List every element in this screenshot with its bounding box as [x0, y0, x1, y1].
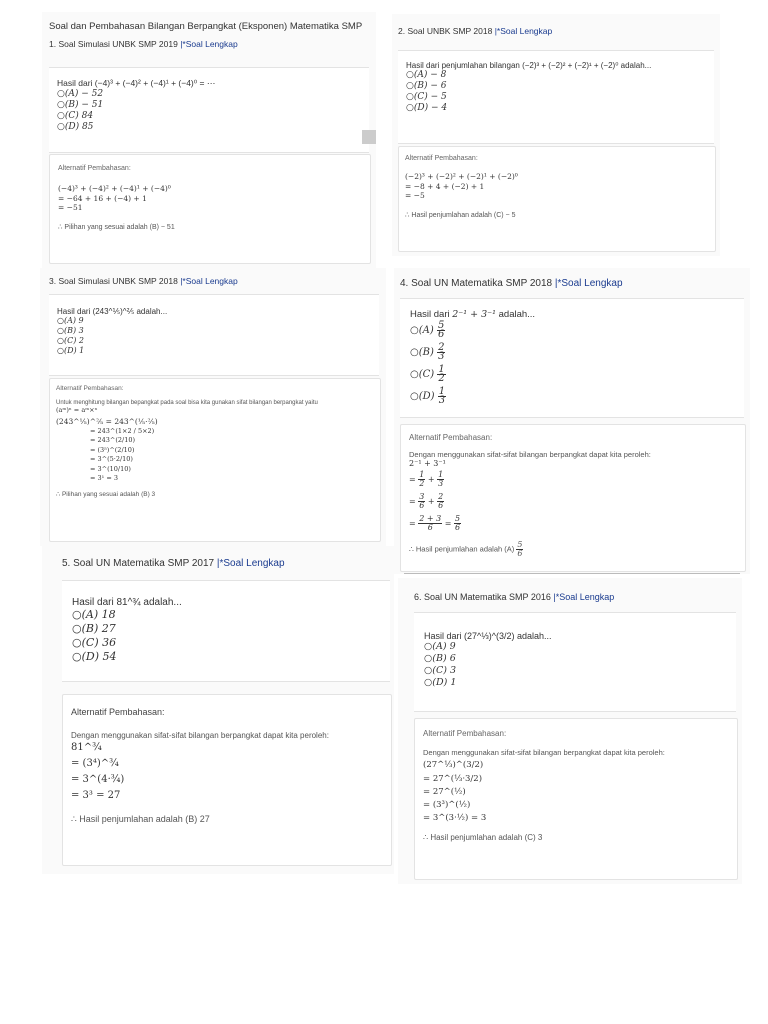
p3-intro: Untuk menghitung bilangan bepangkat pada soal bisa kita gunakan sifat bilangan berpangkat yaitu	[56, 400, 318, 406]
p1-step: = −64 + 16 + (−4) + 1	[58, 193, 147, 203]
p6-option-a[interactable]: ○(A) 9	[424, 641, 456, 652]
p4-option-d[interactable]: ○(D) $\frac{1}{3}$	[410, 386, 446, 406]
p6-answer-box	[414, 718, 738, 880]
p2-question: Hasil dari penjumlahan bilangan (−2)³ + (−2)² + (−2)¹ + (−2)⁰ adalah...	[406, 61, 652, 70]
p3-step: (243^⅕)^⅖ = 243^(⅕·⅖)	[56, 416, 158, 426]
p1-alt-label: Alternatif Pembahasan:	[58, 165, 131, 172]
p6-question-box	[414, 612, 736, 712]
p5-alt-label: Alternatif Pembahasan:	[71, 707, 165, 717]
panel-soal-6	[398, 578, 742, 884]
p5-step: = 3^(4·¾)	[71, 774, 125, 785]
p1-link-soal-lengkap[interactable]: |*Soal Lengkap	[180, 39, 238, 49]
p1-option-b[interactable]: ○(B) − 51	[57, 100, 104, 110]
p5-link-soal-lengkap[interactable]: |*Soal Lengkap	[216, 558, 285, 569]
p3-step: = (3⁵)^(2/10)	[90, 445, 135, 454]
p6-alt-label: Alternatif Pembahasan:	[423, 729, 507, 738]
p6-option-c[interactable]: ○(C) 3	[424, 665, 457, 676]
panel-soal-4	[394, 268, 750, 574]
p5-question: Hasil dari 81^¾ adalah...	[72, 597, 182, 608]
p5-option-b[interactable]: ○(B) 27	[72, 622, 116, 635]
scrollbar-fragment	[362, 130, 376, 144]
p6-conclusion: ∴ Hasil penjumlahan adalah (C) 3	[423, 833, 543, 842]
p3-option-b[interactable]: ○(B) 3	[57, 326, 84, 335]
p4-conclusion: ∴ Hasil penjumlahan adalah (A) $\frac{5}{6}$	[409, 539, 523, 558]
panel-soal-1	[42, 12, 376, 268]
p6-link-soal-lengkap[interactable]: |*Soal Lengkap	[553, 592, 615, 602]
p3-step: = 3¹ = 3	[90, 474, 118, 482]
p4-link-soal-lengkap[interactable]: |*Soal Lengkap	[554, 278, 623, 289]
p6-intro: Dengan menggunakan sifat-sifat bilangan berpangkat dapat kita peroleh:	[423, 748, 665, 757]
p4-question: Hasil dari 2⁻¹ + 3⁻¹ adalah...	[410, 309, 536, 320]
p2-conclusion: ∴ Hasil penjumlahan adalah (C) − 5	[405, 211, 516, 219]
p5-step: 81^¾	[71, 742, 102, 753]
p3-answer-box	[49, 378, 381, 542]
p1-option-c[interactable]: ○(C) 84	[57, 111, 94, 121]
p2-question-box	[398, 50, 714, 144]
p4-title-row	[400, 278, 623, 289]
p2-title: 2. Soal UNBK SMP 2018	[398, 26, 493, 36]
p3-title: 3. Soal Simulasi UNBK SMP 2018	[49, 276, 178, 286]
p4-step-3: = $\frac{2 + 3}{6}$ = $\frac{5}{6}$	[409, 514, 461, 532]
p6-question: Hasil dari (27^⅓)^(3/2) adalah...	[424, 631, 552, 641]
p5-option-a[interactable]: ○(A) 18	[72, 608, 116, 621]
p1-step: = −51	[58, 203, 83, 212]
p6-option-d[interactable]: ○(D) 1	[424, 677, 457, 688]
p6-step: = 27^(⅓·3/2)	[423, 774, 483, 784]
p1-option-a[interactable]: ○(A) − 52	[57, 89, 104, 99]
p3-conclusion: ∴ Pilihan yang sesuai adalah (B) 3	[56, 490, 156, 498]
panel-soal-2	[392, 14, 720, 256]
p2-option-c[interactable]: ○(C) − 5	[406, 92, 447, 102]
p3-step: = 3^(10/10)	[90, 464, 131, 473]
p5-option-c[interactable]: ○(C) 36	[72, 636, 117, 649]
p2-option-d[interactable]: ○(D) − 4	[406, 103, 448, 113]
p2-option-b[interactable]: ○(B) − 6	[406, 81, 447, 91]
p2-option-a[interactable]: ○(A) − 8	[406, 70, 447, 80]
p3-question-box	[49, 294, 379, 376]
p4-step-1: = $\frac{1}{2}$ + $\frac{1}{3}$	[409, 470, 444, 488]
p3-option-c[interactable]: ○(C) 2	[57, 336, 84, 345]
p3-link-soal-lengkap[interactable]: |*Soal Lengkap	[180, 276, 238, 286]
p4-question-box	[400, 298, 744, 418]
p6-step: (27^⅓)^(3/2)	[423, 760, 484, 770]
p3-alt-label: Alternatif Pembahasan:	[56, 385, 124, 392]
p3-option-d[interactable]: ○(D) 1	[57, 346, 85, 355]
p1-conclusion: ∴ Pilihan yang sesuai adalah (B) − 51	[58, 223, 175, 231]
p1-question: Hasil dari (−4)³ + (−4)² + (−4)¹ + (−4)⁰ = ⋯	[57, 78, 216, 88]
p2-step: = −8 + 4 + (−2) + 1	[405, 181, 485, 191]
p6-title-row	[414, 592, 614, 602]
p5-question-box	[62, 580, 390, 682]
p2-answer-box	[398, 146, 716, 252]
p1-question-box	[49, 67, 369, 153]
p5-title: 5. Soal UN Matematika SMP 2017	[62, 558, 215, 569]
p2-step: = −5	[405, 191, 425, 200]
p6-step: = 3^(3·½) = 3	[423, 813, 487, 823]
p3-option-a[interactable]: ○(A) 9	[57, 316, 84, 325]
p4-alt-label: Alternatif Pembahasan:	[409, 433, 493, 442]
divider	[404, 573, 740, 574]
p2-alt-label: Alternatif Pembahasan:	[405, 155, 478, 162]
p6-step: = (3³)^(½)	[423, 800, 471, 810]
p4-intro: Dengan menggunakan sifat-sifat bilangan berpangkat dapat kita peroleh:	[409, 450, 651, 459]
panel-soal-5	[42, 546, 394, 874]
p1-step: (−4)³ + (−4)² + (−4)¹ + (−4)⁰	[58, 184, 171, 193]
p1-title: 1. Soal Simulasi UNBK SMP 2019	[49, 39, 178, 49]
p1-answer-box	[49, 154, 371, 264]
p5-step: = 3³ = 27	[71, 790, 121, 801]
p4-title: 4. Soal UN Matematika SMP 2018	[400, 278, 553, 289]
p2-step: (−2)³ + (−2)² + (−2)¹ + (−2)⁰	[405, 172, 518, 181]
p1-title-row	[49, 39, 362, 49]
p3-step: = 3^(5·2/10)	[90, 455, 133, 463]
doc-title: Soal dan Pembahasan Bilangan Berpangkat (Eksponen) Matematika SMP	[49, 21, 363, 32]
p3-question: Hasil dari (243^⅕)^⅖ adalah...	[57, 307, 168, 316]
p4-step-2: = $\frac{3}{6}$ + $\frac{2}{6}$	[409, 492, 444, 510]
p5-intro: Dengan menggunakan sifat-sifat bilangan berpangkat dapat kita peroleh:	[71, 731, 329, 740]
p4-step-0: 2⁻¹ + 3⁻¹	[409, 459, 446, 468]
p3-step: = 243^(2/10)	[90, 436, 136, 444]
p6-step: = 27^(½)	[423, 787, 466, 797]
p2-link-soal-lengkap[interactable]: |*Soal Lengkap	[494, 26, 553, 36]
p2-title-row	[398, 26, 552, 36]
p5-title-row	[62, 558, 285, 569]
p6-option-b[interactable]: ○(B) 6	[424, 653, 456, 664]
p4-option-c[interactable]: ○(C) $\frac{1}{2}$	[410, 364, 445, 384]
p5-step: = (3⁴)^¾	[71, 758, 119, 769]
p6-title: 6. Soal UN Matematika SMP 2016	[414, 592, 551, 602]
p1-option-d[interactable]: ○(D) 85	[57, 122, 94, 132]
p4-option-a[interactable]: ○(A) $\frac{5}{6}$	[410, 320, 445, 340]
p3-title-row	[49, 276, 238, 286]
p5-option-d[interactable]: ○(D) 54	[72, 650, 117, 663]
p4-option-b[interactable]: ○(B) $\frac{2}{3}$	[410, 342, 445, 362]
p5-answer-box	[62, 694, 392, 866]
p3-step: = 243^(1×2 / 5×2)	[90, 426, 155, 435]
p4-answer-box	[400, 424, 746, 572]
p3-rule: (aᵐ)ⁿ = aᵐ×ⁿ	[56, 406, 98, 414]
panel-soal-3	[40, 268, 386, 546]
p5-conclusion: ∴ Hasil penjumlahan adalah (B) 27	[71, 814, 210, 824]
